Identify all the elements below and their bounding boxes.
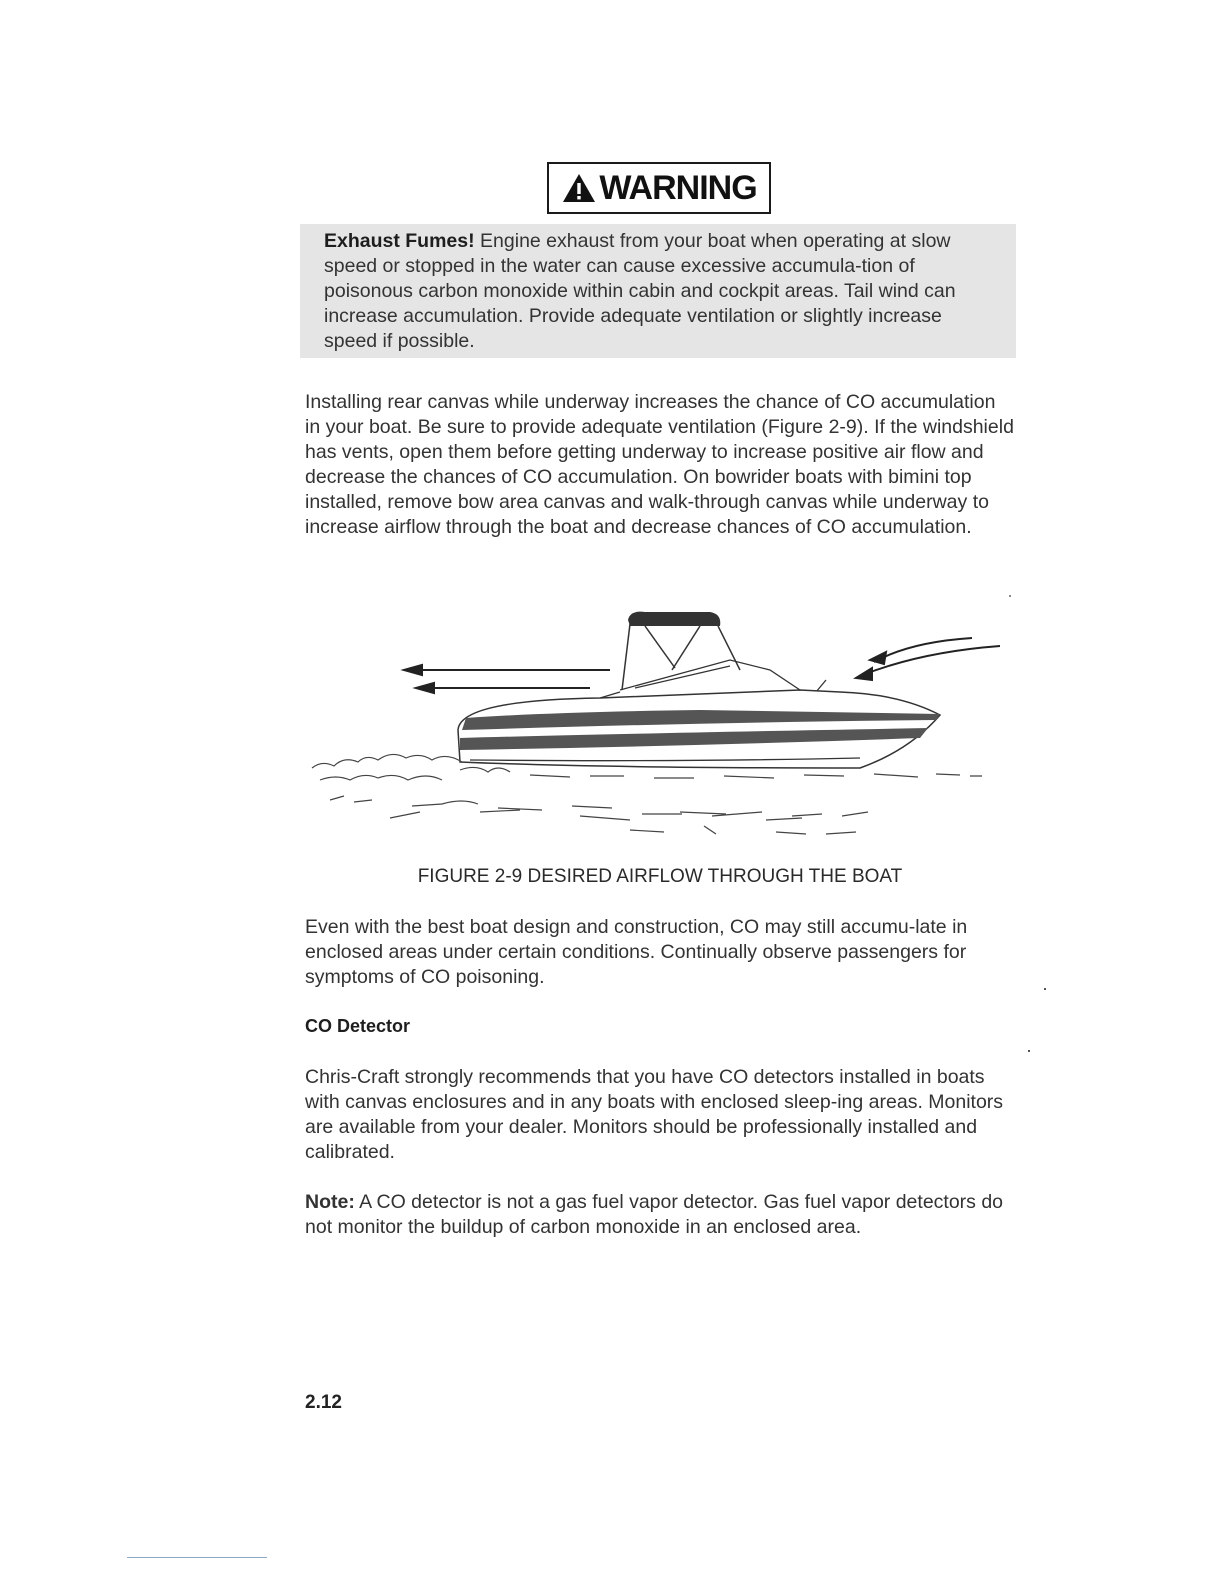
note-text: A CO detector is not a gas fuel vapor detector. Gas fuel vapor detectors do not monitor the buildup of carbon monoxide in an enclosed area. (305, 1191, 1004, 1238)
paragraph-ventilation: Installing rear canvas while underway increases the chance of CO accumulation in your boat. Be sure to provide adequate ventilation (Figure 2-9). If the windshield has vents, open them before getting underway to increase positive air flow and decrease the chances of CO accumulation. On bowrider boats with bimini top installed, remove bow area canvas and walk-through canvas while underway to increase airflow through the boat and decrease chances of CO accumulation. (305, 391, 1014, 538)
figure-caption: FIGURE 2-9 DESIRED AIRFLOW THROUGH THE BOAT (417, 866, 903, 887)
speck (1044, 988, 1046, 990)
section-heading: CO Detector (305, 1016, 411, 1036)
boat-hull (458, 690, 940, 768)
paragraph-accumulate: Even with the best boat design and construction, CO may still accumu-late in enclosed areas under certain conditions. Continually observe passengers for symptoms of CO poisoning. (305, 916, 968, 988)
airflow-arrows-rear (404, 665, 610, 693)
warning-text: Engine exhaust from your boat when operating at slow speed or stopped in the water can cause excessive accumula-tion of poisonous carbon monoxide within cabin and cockpit areas. Tail wind can increase accumulation. Provide adequate ventilation or slightly increase speed if possible. (324, 230, 956, 352)
warning-box (300, 224, 1016, 358)
warning-label (547, 162, 771, 214)
warning-word: WARNING (599, 168, 757, 207)
footer-line (127, 1557, 267, 1558)
warning-title: Exhaust Fumes! (324, 230, 475, 252)
boat-airflow-figure (300, 590, 1020, 850)
paragraph-detector: Chris-Craft strongly recommends that you have CO detectors installed in boats with canvas enclosures and in any boats with enclosed sleep-ing areas. Monitors are available from your dealer. Monitors should be professionally installed and calibrated. (305, 1066, 1004, 1163)
bimini-top (622, 612, 740, 690)
airflow-arrows-front (856, 638, 1000, 680)
warning-triangle-icon (561, 172, 597, 204)
note-paragraph (305, 1190, 1015, 1240)
note-label: Note: (305, 1191, 355, 1213)
speck (1028, 1050, 1030, 1052)
page-number: 2.12 (305, 1392, 342, 1413)
